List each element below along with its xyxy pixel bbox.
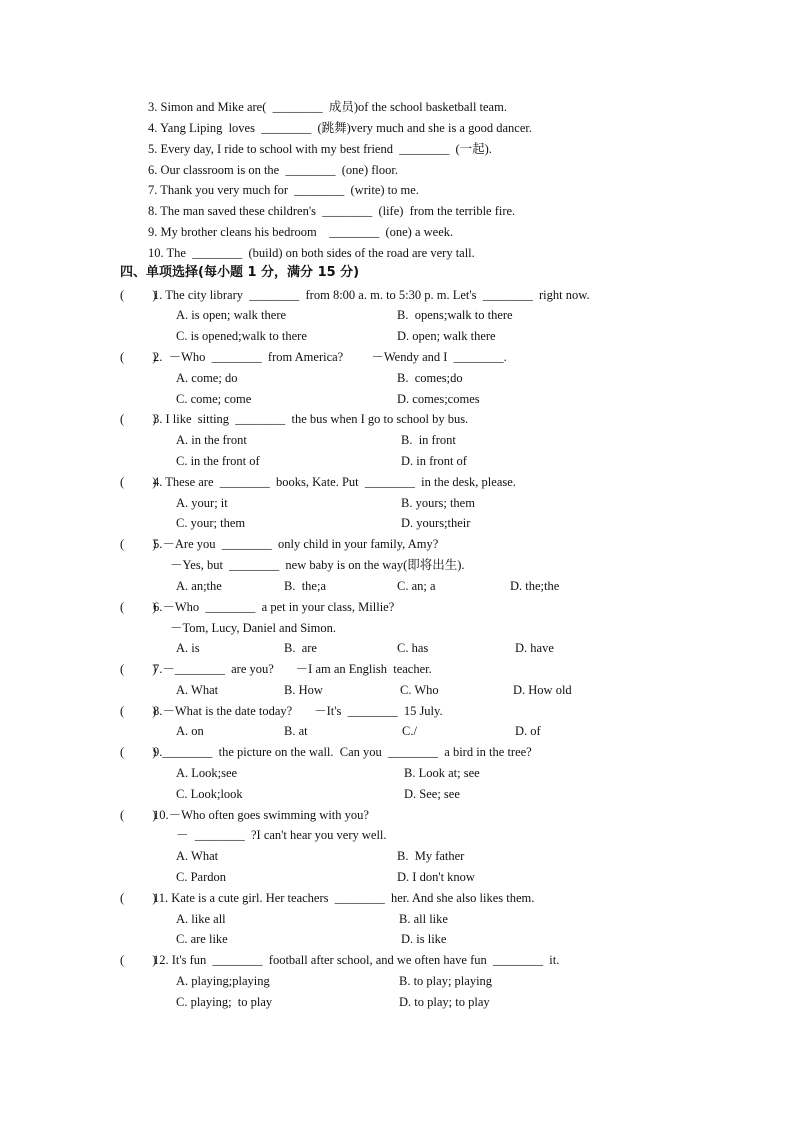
option-d: D. to play; to play (399, 995, 490, 1009)
question-stem: 10.－Who often goes swimming with you? (153, 808, 369, 822)
option-b: B. My father (397, 849, 465, 863)
answer-paren: ( ) (120, 288, 157, 302)
option-b: B. are (284, 641, 317, 655)
question-stem: 5.－Are you ________ only child in your family, Amy? (153, 537, 439, 551)
question-stem-line-2: －Yes, but ________ new baby is on the way(即将出生). (170, 558, 465, 572)
question-stem: 7.－________ are you? －I am an English teacher. (153, 662, 432, 676)
option-c: C. is opened;walk to there (176, 329, 307, 343)
question-stem: 3. I like sitting ________ the bus when I go to school by bus. (153, 412, 469, 426)
option-b: B. to play; playing (399, 974, 493, 988)
question-stem: 8.－What is the date today? －It's ________ 15 July. (153, 704, 443, 718)
answer-paren: ( ) (120, 891, 157, 905)
option-d: D. How old (513, 683, 572, 697)
option-c: C. has (397, 641, 429, 655)
fill-in-item-8: 8. The man saved these children's ________ (life) from the terrible fire. (148, 204, 516, 218)
option-d: D. open; walk there (397, 329, 496, 343)
answer-paren: ( ) (120, 475, 157, 489)
option-a: A. What (176, 683, 219, 697)
option-b: B. comes;do (397, 371, 463, 385)
option-a: A. is open; walk there (176, 308, 287, 322)
option-a: A. What (176, 849, 219, 863)
option-b: B. in front (401, 433, 456, 447)
option-d: D. I don't know (397, 870, 475, 884)
fill-in-item-7: 7. Thank you very much for ________ (write) to me. (148, 183, 419, 197)
option-b: B. yours; them (401, 496, 475, 510)
option-b: B. at (284, 724, 308, 738)
question-stem-line-2: －Tom, Lucy, Daniel and Simon. (170, 621, 336, 635)
fill-in-item-9: 9. My brother cleans his bedroom ________ (one) a week. (148, 225, 454, 239)
question-stem: 2. －Who ________ from America? －Wendy and I ________. (153, 350, 507, 364)
option-c: C./ (402, 724, 417, 738)
section-title: 四、单项选择(每小题 1 分，满分 15 分) (120, 265, 360, 280)
option-c: C. come; come (176, 392, 252, 406)
answer-paren: ( ) (120, 953, 157, 967)
answer-paren: ( ) (120, 600, 157, 614)
option-c: C. Pardon (176, 870, 226, 884)
option-c: C. an; a (397, 579, 436, 593)
fill-in-item-5: 5. Every day, I ride to school with my best friend ________ (一起). (148, 142, 492, 156)
option-d: D. is like (401, 932, 447, 946)
answer-paren: ( ) (120, 662, 157, 676)
question-stem-line-2: － ________ ?I can't hear you very well. (176, 828, 387, 842)
option-b: B. Look at; see (404, 766, 480, 780)
option-c: C. are like (176, 932, 228, 946)
fill-in-item-3: 3. Simon and Mike are( ________ 成员)of the school basketball team. (148, 100, 507, 114)
option-c: C. Who (400, 683, 439, 697)
option-c: C. Look;look (176, 787, 243, 801)
fill-in-item-6: 6. Our classroom is on the ________ (one) floor. (148, 163, 398, 177)
option-a: A. Look;see (176, 766, 238, 780)
question-stem: 12. It's fun ________ football after school, and we often have fun ________ it. (153, 953, 560, 967)
question-stem: 9.________ the picture on the wall. Can you ________ a bird in the tree? (153, 745, 532, 759)
question-stem: 6.－Who ________ a pet in your class, Millie? (153, 600, 395, 614)
option-b: B. How (284, 683, 323, 697)
option-b: B. the;a (284, 579, 327, 593)
option-a: A. like all (176, 912, 226, 926)
answer-paren: ( ) (120, 350, 157, 364)
option-d: D. of (515, 724, 541, 738)
option-b: B. opens;walk to there (397, 308, 513, 322)
option-c: C. your; them (176, 516, 246, 530)
option-a: A. your; it (176, 496, 228, 510)
option-b: B. all like (399, 912, 448, 926)
fill-in-item-4: 4. Yang Liping loves ________ (跳舞)very much and she is a good dancer. (148, 121, 532, 135)
fill-in-item-10: 10. The ________ (build) on both sides of the road are very tall. (148, 246, 475, 260)
question-stem: 11. Kate is a cute girl. Her teachers ________ her. And she also likes them. (153, 891, 535, 905)
option-d: D. comes;comes (397, 392, 480, 406)
answer-paren: ( ) (120, 808, 157, 822)
answer-paren: ( ) (120, 537, 157, 551)
option-a: A. come; do (176, 371, 238, 385)
option-d: D. have (515, 641, 554, 655)
question-stem: 1. The city library ________ from 8:00 a. m. to 5:30 p. m. Let's ________ right now. (153, 288, 590, 302)
answer-paren: ( ) (120, 412, 157, 426)
option-d: D. yours;their (401, 516, 471, 530)
answer-paren: ( ) (120, 745, 157, 759)
option-a: A. playing;playing (176, 974, 270, 988)
option-a: A. on (176, 724, 204, 738)
option-a: A. in the front (176, 433, 247, 447)
answer-paren: ( ) (120, 704, 157, 718)
option-a: A. an;the (176, 579, 222, 593)
option-d: D. in front of (401, 454, 467, 468)
option-a: A. is (176, 641, 200, 655)
option-c: C. playing; to play (176, 995, 273, 1009)
option-d: D. See; see (404, 787, 460, 801)
option-c: C. in the front of (176, 454, 260, 468)
question-stem: 4. These are ________ books, Kate. Put ________ in the desk, please. (153, 475, 516, 489)
option-d: D. the;the (510, 579, 560, 593)
